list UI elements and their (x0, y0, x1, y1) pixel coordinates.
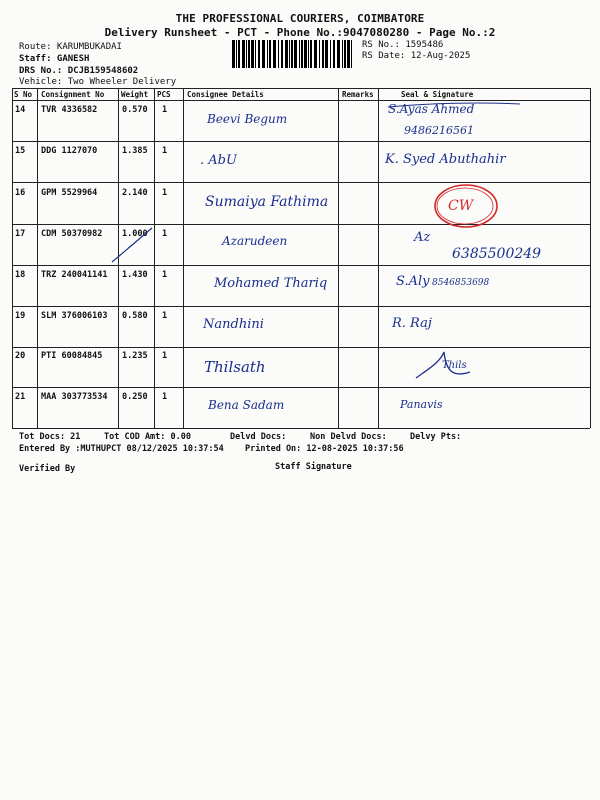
header-consignee: Consignee Details (187, 90, 264, 99)
rs-date: RS Date: 12-Aug-2025 (362, 51, 471, 61)
row-consignee-handwriting: Bena Sadam (208, 398, 285, 412)
row-sno: 17 (15, 229, 26, 239)
row-consignment: TRZ 240041141 (41, 270, 108, 280)
row-pcs: 1 (162, 270, 168, 280)
row-sno: 15 (15, 146, 26, 156)
drs-number: DRS No.: DCJB159548602 (19, 66, 139, 76)
header-remarks: Remarks (342, 90, 374, 99)
row-signature-note: 9486216561 (404, 124, 474, 137)
row-consignment: CDM 50370982 (41, 229, 103, 239)
delvd-docs: Delvd Docs: (230, 432, 287, 442)
row-consignment: MAA 303773534 (41, 392, 108, 402)
row-pcs: 1 (162, 229, 168, 239)
row-sno: 16 (15, 188, 26, 198)
row-signature-note: 8546853698 (432, 278, 490, 288)
vehicle-label: Vehicle: Two Wheeler Delivery (19, 77, 177, 87)
tot-cod-amt: Tot COD Amt: 0.00 (104, 432, 191, 442)
runsheet-subtitle: Delivery Runsheet - PCT - Phone No.:9047080280 - Page No.:2 (104, 26, 496, 39)
delvy-pts: Delvy Pts: (410, 432, 462, 442)
row-sno: 21 (15, 392, 26, 402)
row-pcs: 1 (162, 351, 168, 361)
row-weight: 0.570 (122, 105, 148, 115)
rs-number: RS No.: 1595486 (362, 40, 444, 50)
row-signature: S.Aly (396, 274, 430, 289)
row-sno: 20 (15, 351, 26, 361)
row-weight: 1.385 (122, 146, 148, 156)
row-consignee-handwriting: Thilsath (204, 358, 266, 376)
row-weight: 0.580 (122, 311, 148, 321)
staff-label: Staff: GANESH (19, 54, 90, 64)
header-consignment: Consignment No (41, 90, 105, 99)
row-signature-note: 6385500249 (452, 246, 542, 262)
row-weight: 1.235 (122, 351, 148, 361)
row-consignment: TVR 4336582 (41, 105, 98, 115)
row-consignment: PTI 60084845 (41, 351, 103, 361)
row-pcs: 1 (162, 105, 168, 115)
header-seal: Seal & Signature (401, 90, 474, 99)
row-signature: Az (414, 230, 431, 245)
route-label: Route: KARUMBUKADAI (19, 42, 122, 52)
row-weight: 1.430 (122, 270, 148, 280)
entered-by: Entered By :MUTHUPCT 08/12/2025 10:37:54 (19, 444, 224, 454)
row-weight: 1.000 (122, 229, 148, 239)
staff-signature: Staff Signature (275, 462, 352, 472)
header-pcs: PCS (157, 90, 171, 99)
row-consignee-handwriting: Azarudeen (222, 234, 288, 248)
row-weight: 2.140 (122, 188, 148, 198)
row-pcs: 1 (162, 392, 168, 402)
row-consignment: GPM 5529964 (41, 188, 98, 198)
row-signature: S.Ayas Ahmed (388, 102, 475, 116)
printed-on: Printed On: 12-08-2025 10:37:56 (245, 444, 404, 454)
row-consignee-handwriting: Beevi Begum (207, 112, 288, 126)
row-pcs: 1 (162, 146, 168, 156)
non-delvd-docs: Non Delvd Docs: (310, 432, 387, 442)
row-consignment: SLM 376006103 (41, 311, 108, 321)
row-consignee-handwriting: Sumaiya Fathima (205, 194, 329, 210)
row-signature: CW (448, 198, 474, 214)
row-pcs: 1 (162, 188, 168, 198)
header-weight: Weight (121, 90, 149, 99)
row-sno: 18 (15, 270, 26, 280)
tot-docs: Tot Docs: 21 (19, 432, 81, 442)
company-title: THE PROFESSIONAL COURIERS, COIMBATORE (175, 12, 425, 25)
row-signature: Thils (442, 360, 467, 371)
verified-by: Verified By (19, 464, 76, 474)
header-sno: S No (14, 90, 33, 99)
row-pcs: 1 (162, 311, 168, 321)
row-consignment: DDG 1127070 (41, 146, 98, 156)
row-weight: 0.250 (122, 392, 148, 402)
row-sno: 19 (15, 311, 26, 321)
row-consignee-handwriting: Mohamed Thariq (214, 276, 328, 291)
row-consignee-handwriting: Nandhini (203, 317, 264, 332)
row-signature: R. Raj (392, 316, 432, 331)
row-consignee-handwriting: . AbU (200, 153, 237, 168)
row-signature: K. Syed Abuthahir (385, 152, 506, 167)
row-signature: Panavis (400, 398, 443, 411)
row-sno: 14 (15, 105, 26, 115)
